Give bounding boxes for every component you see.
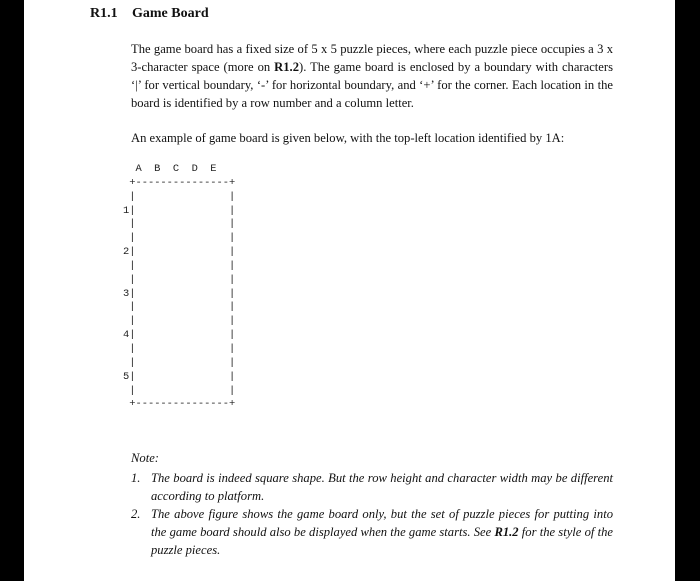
game-board-example	[123, 163, 235, 412]
note-text-a: The above figure shows the game board only, but the set of puzzle pieces for putting into the game board should also be displayed when the game starts. See	[151, 507, 613, 539]
note-item	[131, 505, 613, 559]
paragraph1-text-b: ). The game board is enclosed by a boundary with characters ‘|’ for vertical boundary, ‘-’ for horizontal boundary, and ‘+’ for the corner. Each location in the board is identified by a row number and a column letter.	[131, 60, 613, 110]
note-text: The board is indeed square shape. But the row height and character width may be different according to platform.	[151, 471, 613, 503]
board-row: | |	[129, 232, 236, 245]
board-example-intro: An example of game board is given below, with the top-left location identified by 1A:	[131, 131, 565, 145]
paragraph1-text-a: The game board has a fixed size of 5 x 5 puzzle pieces, where each puzzle piece occupies a 3 x 3-character space (more on	[131, 42, 613, 74]
board-row: | |	[129, 356, 236, 369]
section-title: Game Board	[132, 6, 209, 21]
document-page	[24, 0, 675, 581]
note-text-b: for the style of the puzzle pieces.	[151, 525, 613, 557]
note-label: Note:	[131, 451, 159, 465]
notes-list	[131, 469, 613, 559]
note-marker: 2.	[131, 507, 141, 521]
board-row-label-3: 3| |	[123, 287, 236, 300]
board-row-label-2: 2| |	[123, 246, 236, 259]
board-row: | |	[129, 315, 236, 328]
board-row: | |	[129, 259, 236, 272]
requirement-reference: R1.2	[494, 525, 519, 539]
note-item	[131, 469, 613, 505]
board-row-label-4: 4| |	[123, 329, 236, 342]
board-row: | |	[129, 301, 236, 314]
board-top-border: +---------------+	[129, 176, 236, 189]
board-row-label-1: 1| |	[123, 204, 236, 217]
board-description-paragraph	[131, 40, 613, 112]
column-header: A B C D E	[123, 163, 217, 175]
section-heading	[90, 6, 209, 22]
section-number: R1.1	[90, 6, 118, 21]
board-row: | |	[129, 384, 236, 397]
requirement-reference: R1.2	[274, 60, 299, 74]
board-row: | |	[129, 342, 236, 355]
board-bottom-border: +---------------+	[129, 398, 236, 411]
board-row: | |	[129, 218, 236, 231]
board-row: | |	[129, 190, 236, 203]
note-marker: 1.	[131, 471, 141, 485]
board-row: | |	[129, 273, 236, 286]
board-row-label-5: 5| |	[123, 370, 236, 383]
